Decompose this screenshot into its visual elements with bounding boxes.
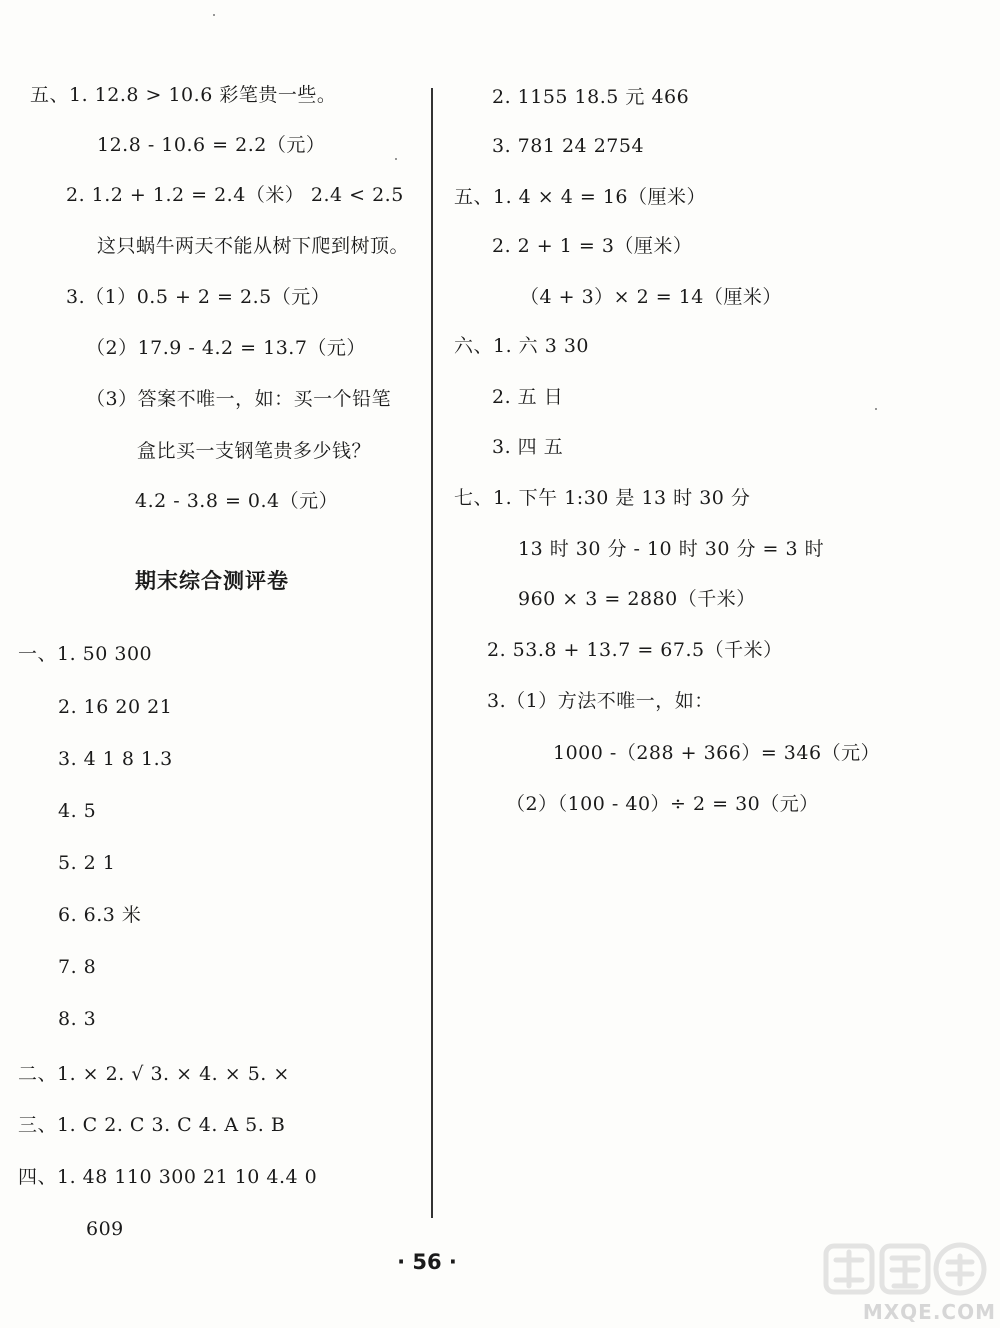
right-line-10: 13 时 30 分 - 10 时 30 分 = 3 时 bbox=[518, 538, 825, 560]
right-line-12: 2. 53.8 + 13.7 = 67.5（千米） bbox=[487, 639, 783, 661]
left-line-9: 4.2 - 3.8 = 0.4（元） bbox=[135, 490, 339, 512]
left-line-18: 二、1. × 2. √ 3. × 4. × 5. × bbox=[18, 1063, 290, 1085]
left-line-21: 609 bbox=[86, 1218, 124, 1240]
left-line-14: 5. 2 1 bbox=[58, 852, 116, 874]
right-line-6: 六、1. 六 3 30 bbox=[454, 335, 590, 357]
left-line-15: 6. 6.3 米 bbox=[58, 904, 142, 926]
left-line-10: 一、1. 50 300 bbox=[18, 643, 153, 665]
left-line-7: （3）答案不唯一，如：买一个铅笔 bbox=[86, 388, 392, 410]
left-line-12: 3. 4 1 8 1.3 bbox=[58, 748, 173, 770]
right-line-1: 2. 1155 18.5 元 466 bbox=[492, 86, 690, 108]
right-line-4: 2. 2 + 1 = 3（厘米） bbox=[492, 235, 693, 257]
right-line-8: 3. 四 五 bbox=[492, 436, 564, 458]
left-line-17: 8. 3 bbox=[58, 1008, 97, 1030]
left-line-2: 12.8 - 10.6 = 2.2（元） bbox=[97, 134, 326, 156]
right-line-2: 3. 781 24 2754 bbox=[492, 135, 645, 157]
left-line-13: 4. 5 bbox=[58, 800, 97, 822]
left-line-11: 2. 16 20 21 bbox=[58, 696, 173, 718]
scan-speck bbox=[213, 14, 215, 16]
left-line-20: 四、1. 48 110 300 21 10 4.4 0 bbox=[18, 1166, 318, 1188]
scan-speck bbox=[395, 158, 397, 160]
page-number: · 56 · bbox=[397, 1250, 457, 1274]
left-line-8: 盒比买一支钢笔贵多少钱？ bbox=[137, 440, 372, 462]
left-line-16: 7. 8 bbox=[58, 956, 97, 978]
right-line-15: （2）（100 - 40）÷ 2 = 30（元） bbox=[506, 793, 819, 815]
right-line-14: 1000 -（288 + 366）= 346（元） bbox=[553, 742, 881, 764]
right-line-11: 960 × 3 = 2880（千米） bbox=[518, 588, 756, 610]
right-line-9: 七、1. 下午 1:30 是 13 时 30 分 bbox=[454, 487, 751, 509]
left-line-1: 五、1. 12.8 > 10.6 彩笔贵一些。 bbox=[30, 84, 337, 106]
left-line-5: 3.（1）0.5 + 2 = 2.5（元） bbox=[66, 286, 331, 308]
left-line-6: （2）17.9 - 4.2 = 13.7（元） bbox=[86, 337, 366, 359]
right-line-7: 2. 五 日 bbox=[492, 386, 564, 408]
left-line-4: 这只蜗牛两天不能从树下爬到树顶。 bbox=[97, 235, 410, 257]
watermark-text: MXQE.COM bbox=[862, 1300, 996, 1324]
right-line-5: （4 + 3）× 2 = 14（厘米） bbox=[520, 286, 782, 308]
right-line-3: 五、1. 4 × 4 = 16（厘米） bbox=[454, 186, 707, 208]
right-line-13: 3.（1）方法不唯一，如： bbox=[487, 690, 714, 712]
column-divider bbox=[431, 88, 433, 1218]
scan-speck bbox=[875, 408, 877, 410]
left-line-3: 2. 1.2 + 1.2 = 2.4（米） 2.4 < 2.5 bbox=[66, 184, 404, 206]
left-line-19: 三、1. C 2. C 3. C 4. A 5. B bbox=[18, 1114, 286, 1136]
section-title: 期末综合测评卷 bbox=[135, 569, 289, 593]
